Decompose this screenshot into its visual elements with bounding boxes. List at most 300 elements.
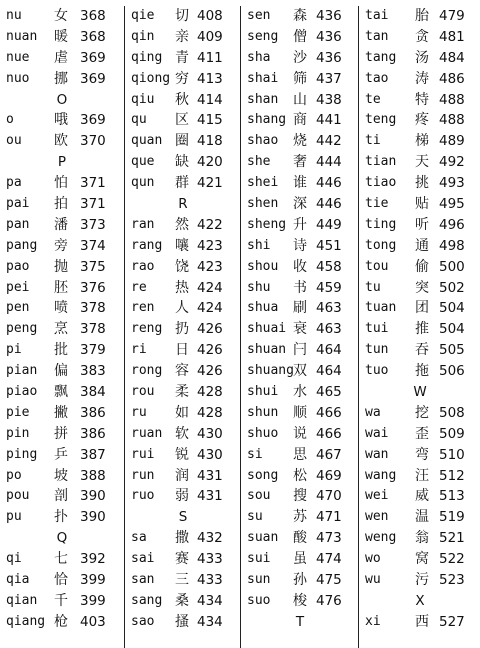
page-number: 422 <box>197 216 223 233</box>
example-character: 圈 <box>175 133 189 150</box>
example-character: 柔 <box>175 384 189 401</box>
page-number: 484 <box>439 49 465 66</box>
example-character: 胎 <box>415 8 429 24</box>
index-entry <box>241 528 359 549</box>
page-number: 379 <box>80 342 106 359</box>
index-entry <box>125 236 241 257</box>
page-number: 486 <box>439 70 465 87</box>
example-character: 偏 <box>54 363 68 380</box>
pinyin-syllable: shun <box>247 404 279 420</box>
page-number: 369 <box>80 49 106 66</box>
index-entry <box>359 69 480 90</box>
pinyin-syllable: tie <box>365 196 389 212</box>
index-entry <box>0 424 124 445</box>
index-entry <box>241 194 359 215</box>
index-entry <box>0 215 124 236</box>
page-number: 436 <box>316 49 342 66</box>
example-character: 山 <box>293 91 307 108</box>
pinyin-syllable: xi <box>365 613 381 629</box>
index-entry <box>359 340 480 361</box>
index-entry <box>125 486 241 507</box>
index-entry <box>0 403 124 424</box>
page-number: 431 <box>197 488 223 505</box>
index-entry <box>125 173 241 194</box>
example-character: 孙 <box>293 572 307 589</box>
example-character: 哦 <box>54 112 68 129</box>
example-character: 筛 <box>293 70 307 87</box>
page-number: 373 <box>80 216 106 233</box>
index-entry <box>0 298 124 319</box>
page-number: 465 <box>316 384 342 401</box>
pinyin-syllable: qing <box>131 49 163 65</box>
pinyin-syllable: run <box>131 467 155 483</box>
page-number: 436 <box>316 8 342 24</box>
index-entry <box>0 340 124 361</box>
index-entry <box>0 27 124 48</box>
pinyin-syllable: she <box>247 154 271 170</box>
pinyin-syllable: tao <box>365 70 389 86</box>
example-character: 人 <box>175 300 189 317</box>
page-number: 474 <box>316 551 342 568</box>
pinyin-syllable: ruo <box>131 488 155 504</box>
example-character: 突 <box>415 279 429 296</box>
example-character: 饶 <box>175 258 189 275</box>
index-entry <box>241 361 359 382</box>
pinyin-syllable: piao <box>6 384 38 400</box>
index-entry <box>125 424 241 445</box>
example-character: 秋 <box>175 91 189 108</box>
index-entry <box>125 340 241 361</box>
pinyin-syllable: o <box>6 112 14 128</box>
index-entry <box>359 486 480 507</box>
example-character: 青 <box>175 49 189 66</box>
index-entry <box>359 6 480 27</box>
index-entry <box>241 403 359 424</box>
page-number: 437 <box>316 70 342 87</box>
pinyin-syllable: qu <box>131 112 147 128</box>
example-character: 吞 <box>415 342 429 359</box>
pinyin-syllable: po <box>6 467 22 483</box>
index-column-3 <box>240 6 359 648</box>
page-number: 475 <box>316 572 342 589</box>
example-character: 苏 <box>293 509 307 526</box>
page-number: 387 <box>80 446 106 463</box>
example-character: 酸 <box>293 530 307 547</box>
page-number: 430 <box>197 425 223 442</box>
example-character: 如 <box>175 404 189 421</box>
page-number: 496 <box>439 216 465 233</box>
index-column-4 <box>358 6 480 648</box>
example-character: 怕 <box>54 175 68 192</box>
index-entry <box>125 152 241 173</box>
index-entry <box>359 27 480 48</box>
pinyin-syllable: te <box>365 91 381 107</box>
pinyin-syllable: tian <box>365 154 397 170</box>
index-entry <box>359 403 480 424</box>
index-entry <box>359 570 480 591</box>
example-character: 拍 <box>54 196 68 213</box>
example-character: 温 <box>415 509 429 526</box>
example-character: 松 <box>293 467 307 484</box>
page-number: 449 <box>316 216 342 233</box>
page-number: 493 <box>439 175 465 192</box>
section-letter-header: T <box>295 613 305 630</box>
page-number: 378 <box>80 300 106 317</box>
index-entry <box>241 215 359 236</box>
page-number: 399 <box>80 572 106 589</box>
pinyin-syllable: pei <box>6 279 30 295</box>
index-entry <box>359 319 480 340</box>
example-character: 升 <box>293 216 307 233</box>
pinyin-syllable: tuan <box>365 300 397 316</box>
page-number: 418 <box>197 133 223 150</box>
index-entry <box>241 173 359 194</box>
page-number: 390 <box>80 509 106 526</box>
page-number: 420 <box>197 154 223 171</box>
pinyin-syllable: weng <box>365 530 397 546</box>
index-entry <box>125 612 241 633</box>
index-entry <box>241 90 359 111</box>
page-number: 374 <box>80 237 106 254</box>
example-character: 热 <box>175 279 189 296</box>
index-entry <box>0 236 124 257</box>
example-character: 扑 <box>54 509 68 526</box>
page-number: 438 <box>316 91 342 108</box>
page-number: 433 <box>197 572 223 589</box>
index-entry <box>359 152 480 173</box>
pinyin-syllable: shuo <box>247 425 279 441</box>
example-character: 虽 <box>293 551 307 568</box>
example-character: 谁 <box>293 175 307 192</box>
pinyin-syllable: quan <box>131 133 163 149</box>
example-character: 衰 <box>293 321 307 338</box>
page-number: 463 <box>316 321 342 338</box>
index-entry <box>125 403 241 424</box>
page-number: 409 <box>197 28 223 45</box>
pinyin-syllable: tiao <box>365 175 397 191</box>
pinyin-syllable: qiong <box>131 70 171 86</box>
pinyin-syllable: qi <box>6 551 22 567</box>
example-character: 窝 <box>415 551 429 568</box>
example-character: 扔 <box>175 321 189 338</box>
pinyin-syllable: re <box>131 279 147 295</box>
example-character: 污 <box>415 572 429 589</box>
section-letter-header: S <box>178 509 188 526</box>
pinyin-syllable: pa <box>6 175 22 191</box>
pinyin-syllable: sha <box>247 49 271 65</box>
example-character: 特 <box>415 91 429 108</box>
example-character: 桑 <box>175 592 189 609</box>
index-entry <box>241 549 359 570</box>
index-entry <box>0 570 124 591</box>
example-character: 挖 <box>415 404 429 421</box>
example-character: 梯 <box>415 133 429 150</box>
pinyin-syllable: shua <box>247 300 279 316</box>
pinyin-syllable: pin <box>6 425 30 441</box>
pinyin-syllable: tu <box>365 279 381 295</box>
index-entry <box>0 361 124 382</box>
pinyin-syllable: rang <box>131 237 163 253</box>
example-character: 虐 <box>54 49 68 66</box>
index-entry <box>0 6 124 27</box>
index-entry <box>359 528 480 549</box>
index-entry <box>359 549 480 570</box>
page-number: 368 <box>80 8 106 24</box>
example-character: 挪 <box>54 70 68 87</box>
page-number: 415 <box>197 112 223 129</box>
pinyin-syllable: qia <box>6 572 30 588</box>
example-character: 疼 <box>415 112 429 129</box>
pinyin-syllable: tan <box>365 28 389 44</box>
page-number: 386 <box>80 404 106 421</box>
example-character: 乒 <box>54 446 68 463</box>
page-number: 446 <box>316 196 342 213</box>
example-character: 搔 <box>175 613 189 630</box>
index-entry <box>0 48 124 69</box>
example-character: 刷 <box>293 300 307 317</box>
index-entry <box>359 445 480 466</box>
example-character: 千 <box>54 592 68 609</box>
page-number: 384 <box>80 384 106 401</box>
page-number: 423 <box>197 258 223 275</box>
index-entry <box>241 591 359 612</box>
pinyin-syllable: qian <box>6 592 38 608</box>
pinyin-syllable: tai <box>365 8 389 23</box>
example-character: 亲 <box>175 28 189 45</box>
pinyin-syllable: pao <box>6 258 30 274</box>
pinyin-syllable: pai <box>6 196 30 212</box>
example-character: 汤 <box>415 49 429 66</box>
index-entry <box>125 48 241 69</box>
index-entry <box>0 507 124 528</box>
index-entry <box>241 6 359 27</box>
pinyin-syllable: sen <box>247 8 271 23</box>
pinyin-syllable: wai <box>365 425 389 441</box>
pinyin-syllable: wen <box>365 509 389 525</box>
example-character: 天 <box>415 154 429 171</box>
pinyin-syllable: nuo <box>6 70 30 86</box>
index-entry <box>359 48 480 69</box>
example-character: 翁 <box>415 530 429 547</box>
example-character: 双 <box>293 363 307 380</box>
index-entry <box>241 340 359 361</box>
example-character: 七 <box>54 551 68 568</box>
pinyin-syllable: wa <box>365 404 381 420</box>
pinyin-syllable: ruan <box>131 425 163 441</box>
pinyin-syllable: shi <box>247 237 271 253</box>
index-entry <box>125 110 241 131</box>
index-entry <box>0 278 124 299</box>
pinyin-syllable: qiu <box>131 91 155 107</box>
page-number: 471 <box>316 509 342 526</box>
pinyin-syllable: shan <box>247 91 279 107</box>
page-number: 426 <box>197 363 223 380</box>
pinyin-syllable: shang <box>247 112 287 128</box>
example-character: 撇 <box>54 404 68 421</box>
page-number: 522 <box>439 551 465 568</box>
page-number: 426 <box>197 342 223 359</box>
example-character: 贪 <box>415 28 429 45</box>
pinyin-syllable: shui <box>247 384 279 400</box>
example-character: 闩 <box>293 342 307 359</box>
example-character: 商 <box>293 112 307 129</box>
pinyin-syllable: qiang <box>6 613 46 629</box>
pinyin-syllable: sao <box>131 613 155 629</box>
page-number: 473 <box>316 530 342 547</box>
index-entry <box>359 612 480 633</box>
page-number: 423 <box>197 237 223 254</box>
example-character: 团 <box>415 300 429 317</box>
example-character: 区 <box>175 112 189 129</box>
pinyin-syllable: ru <box>131 404 147 420</box>
index-entry <box>241 236 359 257</box>
index-entry <box>125 6 241 27</box>
index-entry <box>125 591 241 612</box>
example-character: 汪 <box>415 467 429 484</box>
index-entry <box>241 382 359 403</box>
example-character: 奢 <box>293 154 307 171</box>
pinyin-syllable: shuan <box>247 342 287 358</box>
page-number: 504 <box>439 321 465 338</box>
pinyin-syllable: tui <box>365 321 389 337</box>
example-character: 拖 <box>415 363 429 380</box>
example-character: 潘 <box>54 216 68 233</box>
pinyin-syllable: shao <box>247 133 279 149</box>
index-entry <box>0 612 124 633</box>
page-number: 428 <box>197 404 223 421</box>
pinyin-syllable: ti <box>365 133 381 149</box>
example-character: 日 <box>175 342 189 359</box>
index-entry <box>241 110 359 131</box>
index-entry <box>359 194 480 215</box>
example-character: 批 <box>54 342 68 359</box>
page-number: 408 <box>197 8 223 24</box>
page-number: 386 <box>80 425 106 442</box>
pinyin-syllable: shen <box>247 196 279 212</box>
example-character: 嚷 <box>175 237 189 254</box>
index-entry <box>0 69 124 90</box>
pinyin-syllable: que <box>131 154 155 170</box>
index-entry <box>241 466 359 487</box>
pinyin-syllable: qun <box>131 175 155 191</box>
page-number: 463 <box>316 300 342 317</box>
pinyin-syllable: tong <box>365 237 397 253</box>
index-entry <box>125 215 241 236</box>
index-entry <box>359 236 480 257</box>
pinyin-syllable: wei <box>365 488 389 504</box>
page-number: 481 <box>439 28 465 45</box>
pinyin-syllable: ping <box>6 446 38 462</box>
example-character: 西 <box>415 613 429 630</box>
page-number: 371 <box>80 175 106 192</box>
page-number: 436 <box>316 28 342 45</box>
index-entry <box>241 319 359 340</box>
page-number: 508 <box>439 404 465 421</box>
pinyin-syllable: suo <box>247 592 271 608</box>
example-character: 思 <box>293 446 307 463</box>
example-character: 威 <box>415 488 429 505</box>
page-number: 500 <box>439 258 465 275</box>
page-number: 504 <box>439 300 465 317</box>
example-character: 烹 <box>54 321 68 338</box>
index-entry <box>241 570 359 591</box>
index-entry <box>0 549 124 570</box>
page-number: 488 <box>439 91 465 108</box>
page-number: 527 <box>439 613 465 630</box>
section-letter-header: P <box>57 154 67 171</box>
index-entry <box>241 278 359 299</box>
index-entry <box>125 445 241 466</box>
index-entry <box>125 466 241 487</box>
page-number: 442 <box>316 133 342 150</box>
pinyin-syllable: reng <box>131 321 163 337</box>
example-character: 胚 <box>54 279 68 296</box>
pinyin-syllable: shei <box>247 175 279 191</box>
page-number: 495 <box>439 196 465 213</box>
example-character: 偷 <box>415 258 429 275</box>
page-number: 521 <box>439 530 465 547</box>
index-entry <box>125 319 241 340</box>
index-entry <box>241 424 359 445</box>
page-number: 430 <box>197 446 223 463</box>
example-character: 通 <box>415 237 429 254</box>
pinyin-syllable: shuai <box>247 321 287 337</box>
section-letter-header: X <box>415 592 425 609</box>
example-character: 三 <box>175 572 189 589</box>
index-entry <box>125 278 241 299</box>
section-letter-header: W <box>413 384 427 401</box>
example-character: 水 <box>293 384 307 401</box>
page-number: 369 <box>80 70 106 87</box>
pinyin-syllable: nue <box>6 49 30 65</box>
page-number: 432 <box>197 530 223 547</box>
page-number: 464 <box>316 363 342 380</box>
pinyin-syllable: ting <box>365 216 397 232</box>
page-number: 434 <box>197 592 223 609</box>
index-column-2 <box>124 6 241 648</box>
page-number: 476 <box>316 592 342 609</box>
index-entry <box>0 194 124 215</box>
index-entry <box>125 131 241 152</box>
index-entry <box>125 382 241 403</box>
index-entry <box>125 27 241 48</box>
pinyin-syllable: tang <box>365 49 397 65</box>
index-entry <box>359 90 480 111</box>
pinyin-syllable: su <box>247 509 263 525</box>
pinyin-syllable: pang <box>6 237 38 253</box>
page-number: 369 <box>80 112 106 129</box>
page-number: 368 <box>80 28 106 45</box>
page-number: 441 <box>316 112 342 129</box>
section-letter-header: O <box>56 91 68 108</box>
example-character: 坡 <box>54 467 68 484</box>
page-number: 467 <box>316 446 342 463</box>
pinyin-syllable: pi <box>6 342 22 358</box>
page-number: 444 <box>316 154 342 171</box>
page-number: 492 <box>439 154 465 171</box>
pinyin-syllable: sun <box>247 572 271 588</box>
page-number: 426 <box>197 321 223 338</box>
index-entry <box>241 257 359 278</box>
index-entry <box>359 424 480 445</box>
page-number: 446 <box>316 175 342 192</box>
page-number: 399 <box>80 592 106 609</box>
pinyin-syllable: rou <box>131 384 155 400</box>
page-number: 519 <box>439 509 465 526</box>
page-number: 428 <box>197 384 223 401</box>
page-number: 388 <box>80 467 106 484</box>
page-number: 470 <box>316 488 342 505</box>
